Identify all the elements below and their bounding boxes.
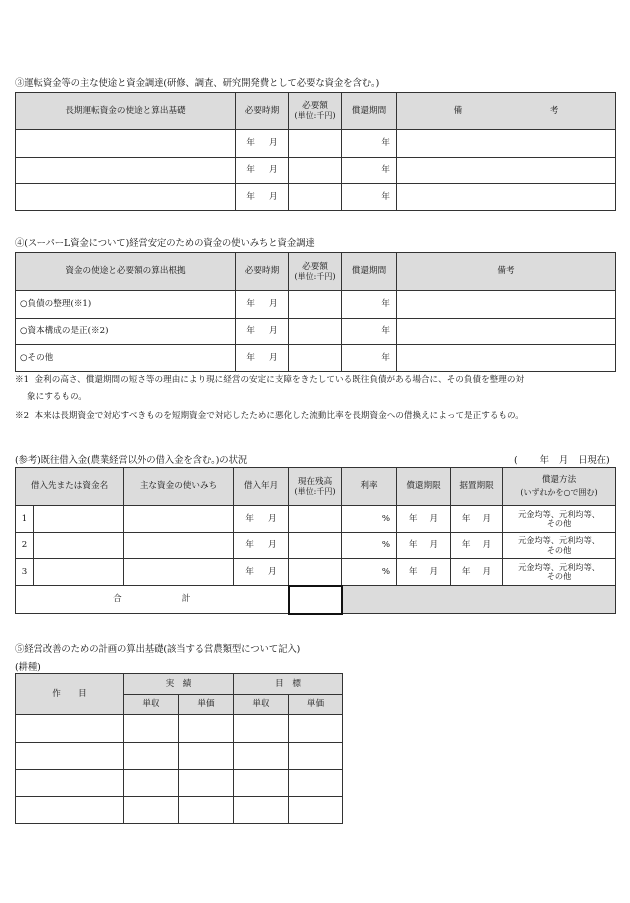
header-actual: 実 績 <box>124 674 234 695</box>
time-cell[interactable] <box>236 345 289 372</box>
total-label-1: 合 <box>113 594 122 605</box>
grace-cell[interactable] <box>451 506 503 533</box>
use-cell[interactable] <box>124 533 234 559</box>
method-cell[interactable] <box>503 559 616 586</box>
method-cell[interactable] <box>503 533 616 559</box>
month-label: 月 <box>269 299 278 310</box>
lender-cell[interactable] <box>34 506 124 533</box>
due-cell[interactable] <box>397 533 451 559</box>
note-2-mark: ※2 <box>15 411 30 422</box>
header-borrow-date: 借入年月 <box>234 468 289 506</box>
header-amount-main: 必要額 <box>302 261 328 272</box>
total-balance-cell[interactable] <box>289 586 342 614</box>
header-rate: 利率 <box>342 468 397 506</box>
header-grace: 据置期限 <box>451 468 503 506</box>
period-cell[interactable]: 年 <box>342 291 397 319</box>
table-row <box>16 319 616 345</box>
year-label: 年 <box>246 165 255 176</box>
month-label: 月 <box>482 513 492 524</box>
lender-cell[interactable] <box>34 533 124 559</box>
year-label: 年 <box>245 513 255 524</box>
rate-cell[interactable]: % <box>342 533 397 559</box>
month-label: 月 <box>269 326 278 337</box>
month-label: 月 <box>268 540 277 551</box>
section5-sub: (耕種) <box>15 662 41 673</box>
header-balance-unit: (単位:千円) <box>294 486 336 496</box>
period-cell[interactable]: 年 <box>342 184 397 211</box>
amount-cell[interactable] <box>289 319 342 345</box>
section3-table <box>15 92 616 211</box>
actual-yield-cell[interactable] <box>124 743 179 770</box>
month-label: 月 <box>429 540 439 551</box>
amount-cell[interactable] <box>289 184 342 211</box>
total-label <box>16 586 289 614</box>
header-remarks-1: 備 <box>453 105 463 116</box>
month-label: 月 <box>269 191 278 202</box>
remarks-cell[interactable] <box>397 184 616 211</box>
rate-cell[interactable]: % <box>342 559 397 586</box>
as-of-open: ( <box>514 455 518 466</box>
header-remarks <box>397 93 616 130</box>
use-label: ○その他 <box>16 345 236 372</box>
section5-heading: ⑤経営改善のための計画の算出基礎(該当する営農類型について記入) <box>15 644 301 655</box>
year-label: 年 <box>246 299 255 310</box>
target-yield-cell[interactable] <box>234 797 289 824</box>
method-options: 元金均等、元利均等、 <box>518 508 600 519</box>
row-number: 2 <box>16 533 34 559</box>
header-item: 作 目 <box>16 674 124 715</box>
header-due: 償還期限 <box>397 468 451 506</box>
header-method <box>503 468 616 506</box>
note-1 <box>15 373 615 388</box>
row-number: 1 <box>16 506 34 533</box>
remarks-cell[interactable] <box>397 319 616 345</box>
header-time: 必要時期 <box>236 93 289 130</box>
year-label: 年 <box>408 566 418 577</box>
target-price-cell[interactable] <box>289 715 343 743</box>
header-method-main: 償還方法 <box>541 475 577 486</box>
time-cell[interactable] <box>236 291 289 319</box>
due-cell[interactable] <box>397 559 451 586</box>
method-options: 元金均等、元利均等、 <box>518 561 600 572</box>
note-2 <box>15 409 615 424</box>
year-label: 年 <box>245 540 255 551</box>
month-label: 月 <box>268 566 277 577</box>
year-label: 年 <box>461 566 471 577</box>
table-row <box>16 345 616 372</box>
header-remarks-2: 考 <box>549 105 559 116</box>
reference-table <box>15 467 616 615</box>
section4-table <box>15 252 616 372</box>
remarks-cell[interactable] <box>397 345 616 372</box>
time-cell[interactable] <box>236 319 289 345</box>
note-1-cont: 象にするもの。 <box>27 391 87 402</box>
use-cell[interactable] <box>124 559 234 586</box>
header-use: 主な資金の使いみち <box>124 468 234 506</box>
section3-heading: ③運転資金等の主な使途と資金調達(研修、調査、研究開発費として必要な資金を含む。) <box>15 78 380 89</box>
header-amount-unit: (単位:千円) <box>294 271 336 281</box>
use-cell[interactable] <box>124 506 234 533</box>
actual-price-cell[interactable] <box>179 743 234 770</box>
table-row <box>16 506 616 533</box>
year-label: 年 <box>246 138 255 149</box>
section5-table <box>15 673 343 824</box>
remarks-cell[interactable] <box>397 130 616 158</box>
total-row <box>16 586 616 614</box>
month-label: 月 <box>482 566 492 577</box>
header-target: 目 標 <box>234 674 343 695</box>
year-label: 年 <box>245 566 255 577</box>
period-cell[interactable]: 年 <box>342 319 397 345</box>
table-row <box>16 797 343 824</box>
period-cell[interactable]: 年 <box>342 158 397 184</box>
item-cell[interactable] <box>16 797 124 824</box>
header-amount <box>289 93 342 130</box>
month-label: 月 <box>269 352 278 363</box>
item-cell[interactable] <box>16 715 124 743</box>
header-target-yield: 単収 <box>234 695 289 715</box>
row-number: 3 <box>16 559 34 586</box>
year-label: 年 <box>408 513 418 524</box>
month-label: 月 <box>482 540 492 551</box>
year-label: 年 <box>246 326 255 337</box>
year-label: 年 <box>408 540 418 551</box>
use-label: ○負債の整理(※1) <box>16 291 236 319</box>
section4-notes <box>15 373 615 424</box>
borrow-date-cell[interactable] <box>234 533 289 559</box>
header-use: 資金の使途と必要額の算出根拠 <box>16 253 236 291</box>
note-2-line1: 本来は長期資金で対応すべきものを短期資金で対応したために悪化した流動比率を長期資金への借換えによって是正するもの。 <box>34 411 524 422</box>
period-cell[interactable]: 年 <box>342 345 397 372</box>
table-row <box>16 559 616 586</box>
method-other: その他 <box>546 518 572 528</box>
header-time: 必要時期 <box>236 253 289 291</box>
actual-yield-cell[interactable] <box>124 797 179 824</box>
header-amount <box>289 253 342 291</box>
amount-cell[interactable] <box>289 158 342 184</box>
table-row <box>16 715 343 743</box>
total-shaded-area <box>342 586 616 614</box>
borrow-date-cell[interactable] <box>234 559 289 586</box>
method-options: 元金均等、元利均等、 <box>518 535 600 546</box>
borrow-date-cell[interactable] <box>234 506 289 533</box>
remarks-cell[interactable] <box>397 158 616 184</box>
balance-cell[interactable] <box>289 533 342 559</box>
header-method-sub: (いずれかを○で囲む) <box>520 488 598 498</box>
table-row <box>16 743 343 770</box>
note-1-mark: ※1 <box>15 375 30 385</box>
header-use: 長期運転資金の使途と算出基礎 <box>16 93 236 130</box>
time-cell[interactable] <box>236 130 289 158</box>
method-other: その他 <box>546 571 572 581</box>
amount-cell[interactable] <box>289 345 342 372</box>
header-lender: 借入先または資金名 <box>16 468 124 506</box>
period-cell[interactable]: 年 <box>342 130 397 158</box>
header-target-price: 単価 <box>289 695 343 715</box>
month-label: 月 <box>269 165 278 176</box>
target-price-cell[interactable] <box>289 743 343 770</box>
target-price-cell[interactable] <box>289 770 343 797</box>
year-label: 年 <box>461 540 471 551</box>
table-row <box>16 291 616 319</box>
balance-cell[interactable] <box>289 559 342 586</box>
actual-price-cell[interactable] <box>179 797 234 824</box>
header-remarks: 備考 <box>397 253 616 291</box>
table-row <box>16 533 616 559</box>
actual-yield-cell[interactable] <box>124 715 179 743</box>
time-cell[interactable] <box>236 158 289 184</box>
use-cell[interactable] <box>16 130 236 158</box>
use-label: ○資本構成の是正(※2) <box>16 319 236 345</box>
month-label: 月 <box>429 513 439 524</box>
reference-heading: (参考)既往借入金(農業経営以外の借入金を含む。)の状況 <box>15 455 248 466</box>
as-of-date <box>514 452 610 466</box>
month-label: 月 <box>269 138 278 149</box>
actual-price-cell[interactable] <box>179 715 234 743</box>
amount-cell[interactable] <box>289 291 342 319</box>
time-cell[interactable] <box>236 184 289 211</box>
rate-cell[interactable]: % <box>342 506 397 533</box>
total-label-2: 計 <box>181 594 191 605</box>
as-of-year: 年 <box>539 455 549 466</box>
method-cell[interactable] <box>503 506 616 533</box>
as-of-month: 月 <box>558 455 569 466</box>
use-cell[interactable] <box>16 184 236 211</box>
use-cell[interactable] <box>16 158 236 184</box>
lender-cell[interactable] <box>34 559 124 586</box>
header-amount-main: 必要額 <box>302 101 328 112</box>
note-1-line1: 金利の高さ、償還期間の短さ等の理由により現に経営の安定に支障をきたしている既往負債がある場合に、その負債を整理の対 <box>34 375 525 385</box>
as-of-day: 日現在) <box>578 455 610 466</box>
method-other: その他 <box>546 544 572 555</box>
year-label: 年 <box>246 352 255 363</box>
header-balance-main: 現在残高 <box>297 476 333 487</box>
target-yield-cell[interactable] <box>234 770 289 797</box>
header-actual-price: 単価 <box>179 695 234 715</box>
remarks-cell[interactable] <box>397 291 616 319</box>
month-label: 月 <box>429 566 439 577</box>
grace-cell[interactable] <box>451 533 503 559</box>
balance-cell[interactable] <box>289 506 342 533</box>
item-cell[interactable] <box>16 743 124 770</box>
table-row <box>16 770 343 797</box>
actual-yield-cell[interactable] <box>124 770 179 797</box>
target-yield-cell[interactable] <box>234 715 289 743</box>
target-price-cell[interactable] <box>289 797 343 824</box>
header-period: 償還期間 <box>342 93 397 130</box>
header-actual-yield: 単収 <box>124 695 179 715</box>
item-cell[interactable] <box>16 770 124 797</box>
month-label: 月 <box>268 513 277 524</box>
table-row <box>16 130 616 158</box>
actual-price-cell[interactable] <box>179 770 234 797</box>
year-label: 年 <box>246 191 255 202</box>
section4-heading: ④(スーパーL資金について)経営安定のための資金の使いみちと資金調達 <box>15 238 315 249</box>
header-period: 償還期間 <box>342 253 397 291</box>
table-row <box>16 184 616 211</box>
header-balance <box>289 468 342 506</box>
year-label: 年 <box>461 513 471 524</box>
target-yield-cell[interactable] <box>234 743 289 770</box>
due-cell[interactable] <box>397 506 451 533</box>
amount-cell[interactable] <box>289 130 342 158</box>
table-row <box>16 158 616 184</box>
header-amount-unit: (単位:千円) <box>294 111 336 121</box>
grace-cell[interactable] <box>451 559 503 586</box>
